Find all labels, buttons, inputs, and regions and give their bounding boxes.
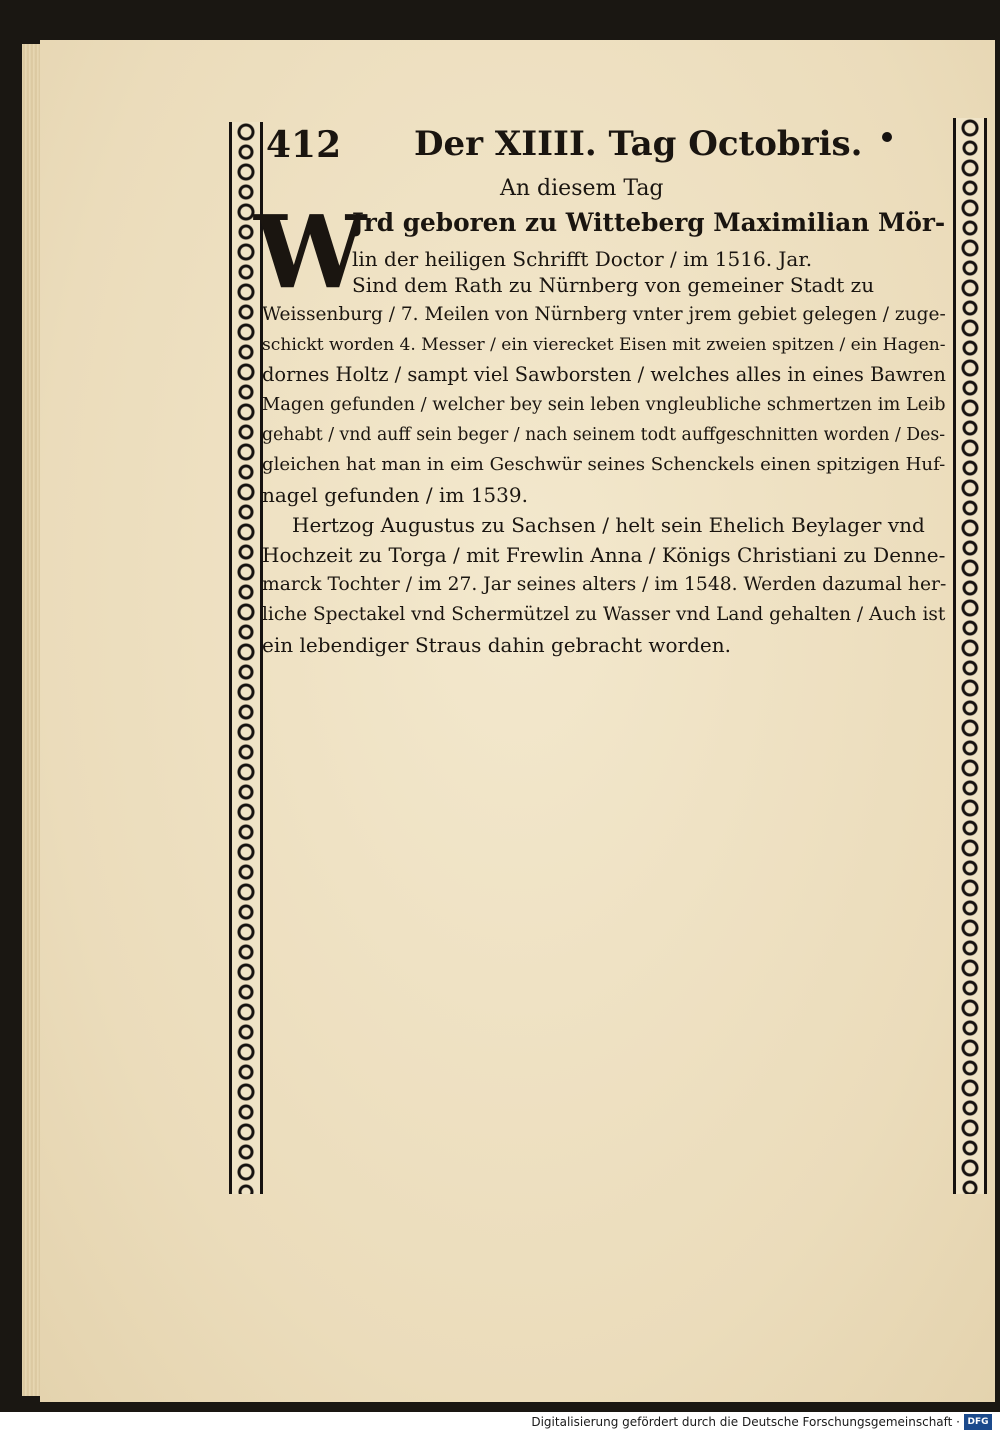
text-line: gleichen hat man in eim Geschwür seines Schenckels einen spitzigen Huf- [262, 454, 946, 475]
text-line: Weissenburg / 7. Meilen von Nürnberg vnter jrem gebiet gelegen / zuge- [262, 304, 946, 325]
funding-credit: Digitalisierung gefördert durch die Deutsche Forschungsgemeinschaft · [531, 1415, 960, 1429]
text-line: liche Spectakel vnd Schermützel zu Wasser vnd Land gehalten / Auch ist [262, 604, 946, 625]
text-line: gehabt / vnd auff sein beger / nach seinem todt auffgeschnitten worden / Des- [262, 425, 946, 445]
text-line: marck Tochter / im 27. Jar seines alters / im 1548. Werden dazumal her- [262, 574, 947, 595]
text-line: Hochzeit zu Torga / mit Frewlin Anna / Königs Christiani zu Denne- [262, 543, 946, 567]
ornament-dot-icon [882, 132, 892, 142]
text-line: nagel gefunden / im 1539. [262, 483, 528, 507]
text-line: Jrd geboren zu Witteberg Maximilian Mör- [352, 208, 946, 237]
text-line: ein lebendiger Straus dahin gebracht worden. [262, 633, 731, 657]
dfg-logo: DFG [964, 1414, 992, 1430]
running-title: Der XIIII. Tag Octobris. [414, 124, 863, 164]
text-line: lin der heiligen Schrifft Doctor / im 1516. Jar. [352, 247, 813, 271]
section-heading: An diesem Tag [500, 176, 664, 201]
page-number: 412 [266, 124, 342, 166]
text-line: Hertzog Augustus zu Sachsen / helt sein Ehelich Beylager vnd [292, 513, 925, 537]
text-line: dornes Holtz / sampt viel Sawborsten / welches alles in eines Bawren [262, 363, 946, 386]
text-line: schickt worden 4. Messer / ein vierecket Eisen mit zweien spitzen / ein Hagen- [262, 335, 946, 355]
drop-cap: W [254, 193, 367, 311]
text-line: Magen gefunden / welcher bey sein leben vngleubliche schmertzen im Leib [262, 394, 946, 415]
right-ornamental-border [953, 118, 987, 1194]
text-line: Sind dem Rath zu Nürnberg von gemeiner Stadt zu [352, 273, 875, 297]
